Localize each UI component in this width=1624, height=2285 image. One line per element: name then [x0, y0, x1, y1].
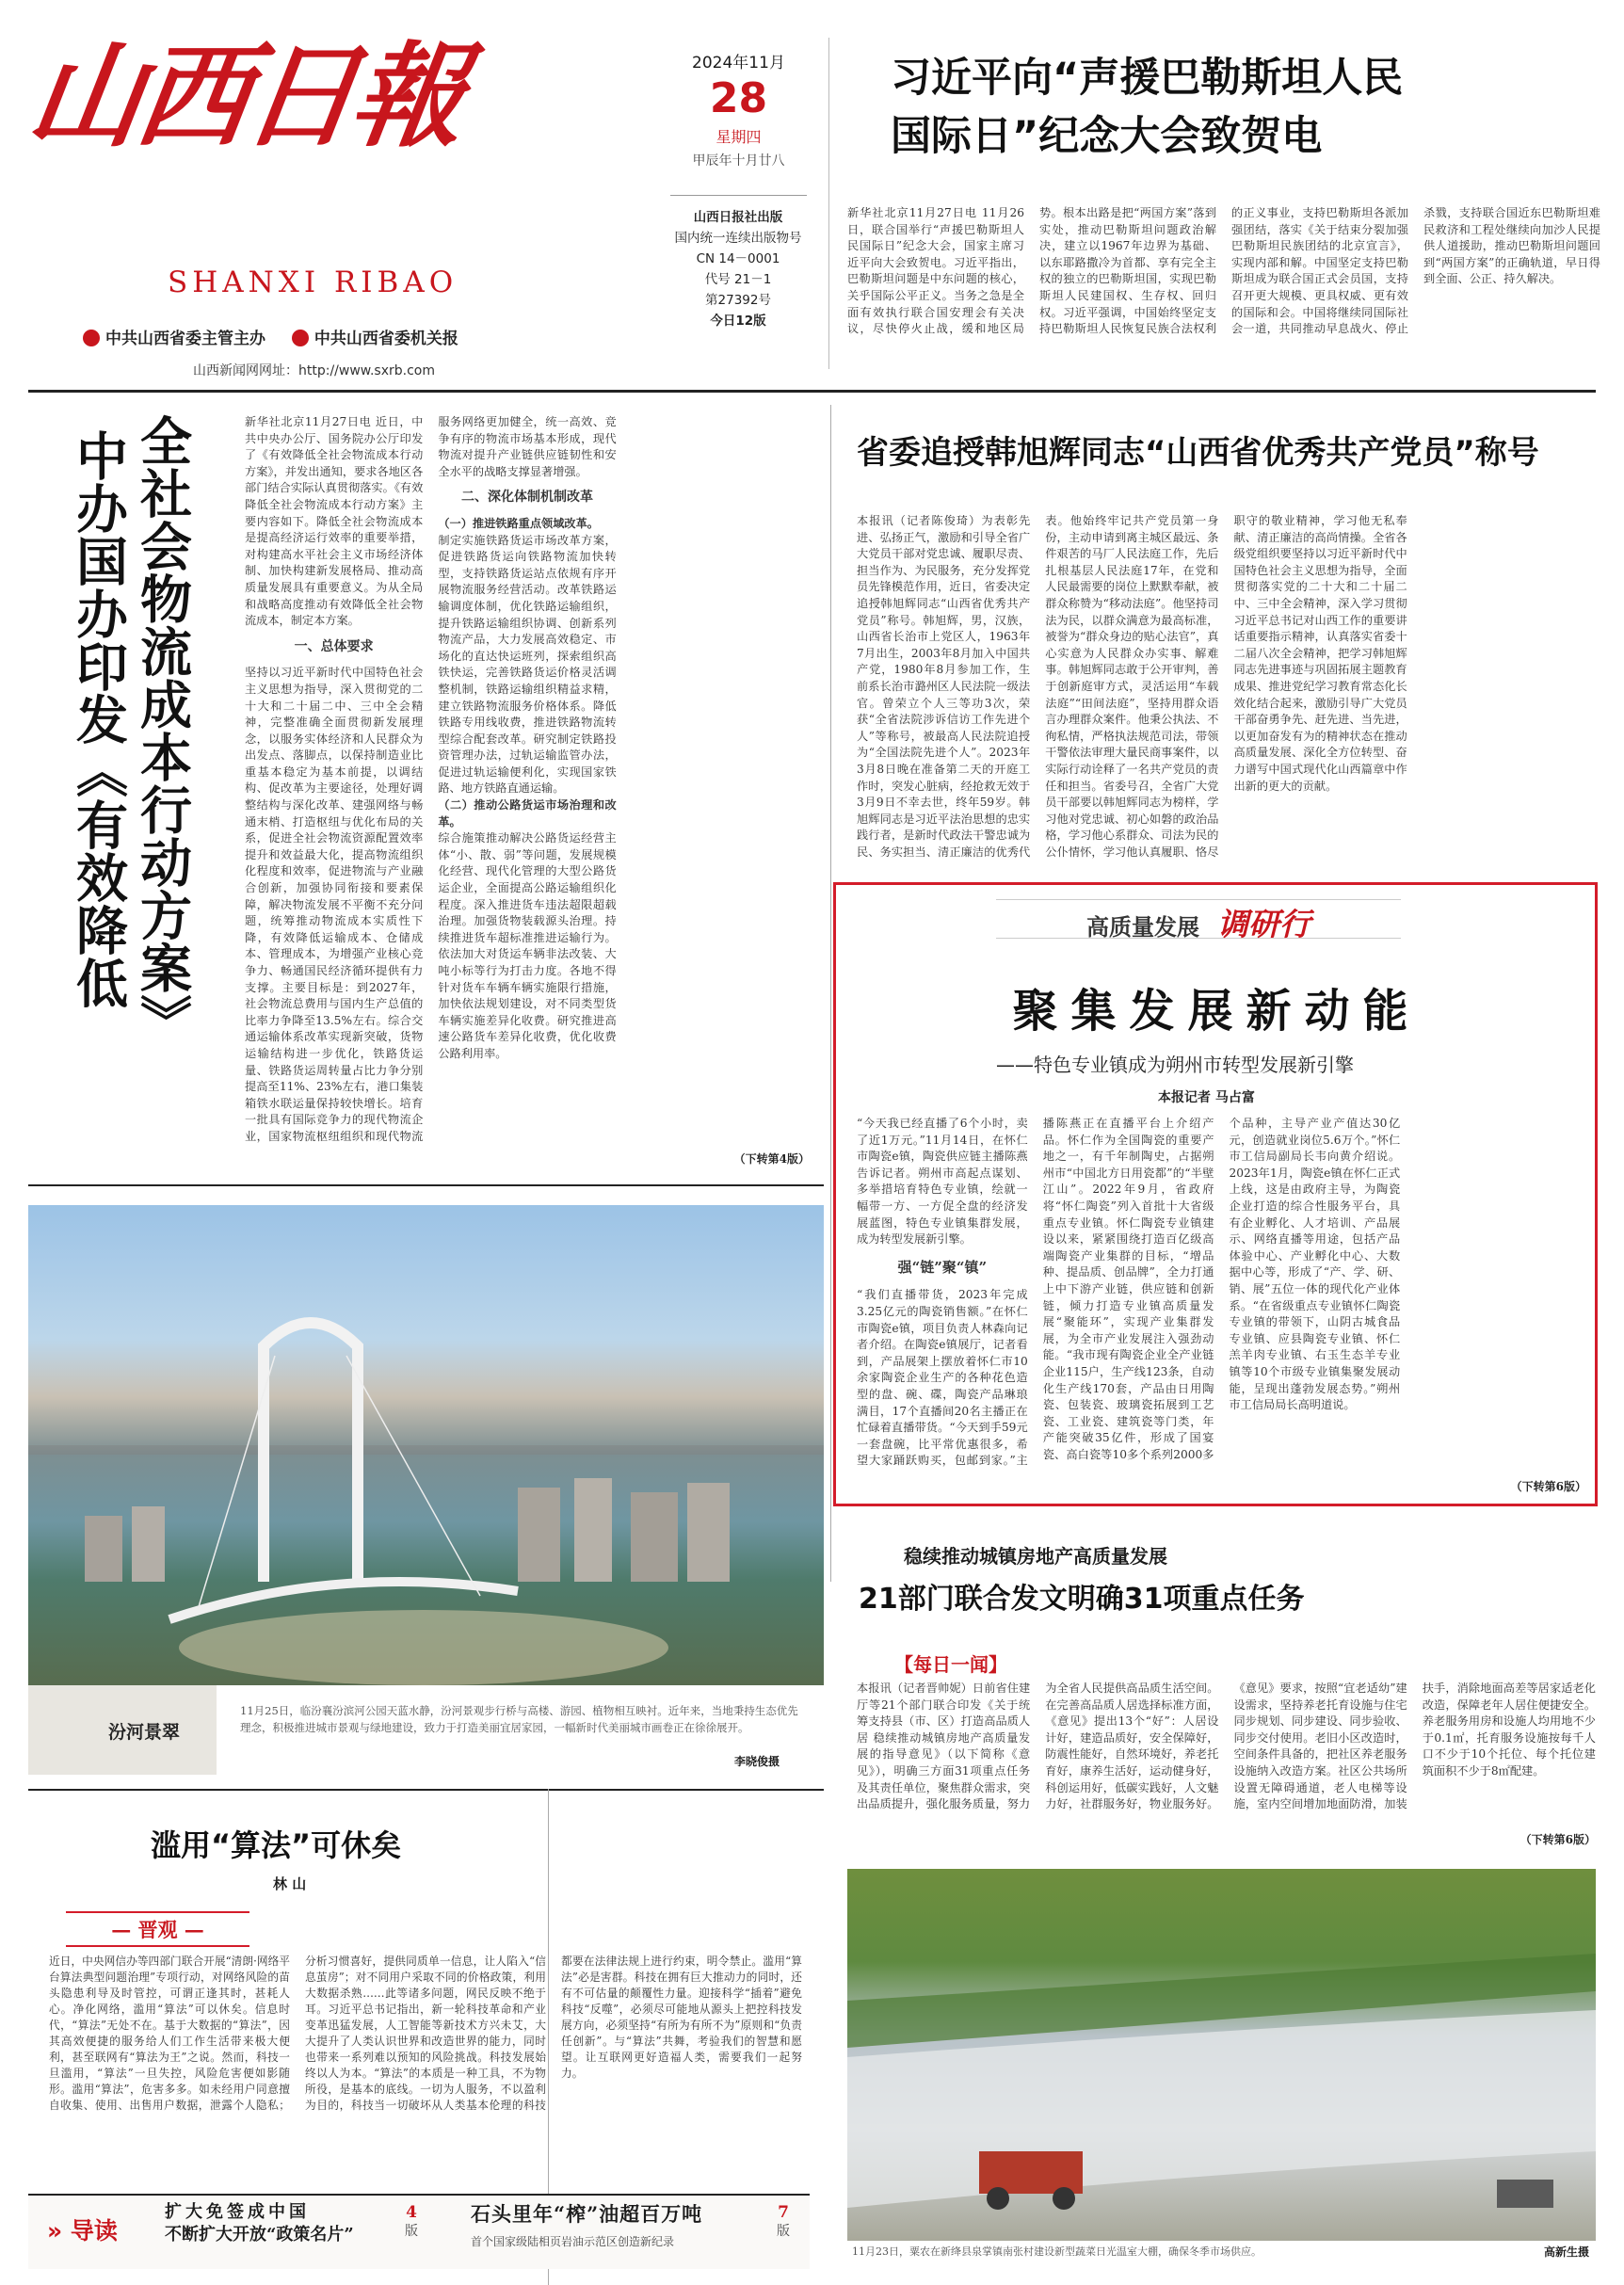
masthead-rule [28, 390, 1596, 393]
guide-label: » 导读 [47, 2217, 118, 2245]
farm-photo-credit: 高新生摄 [1544, 2245, 1590, 2259]
feature-body: “今天我已经直播了6个小时，卖了近1万元。”11月14日，在怀仁市陶瓷e镇，陶瓷供应链主播陈燕告诉记者。朔州市高起点谋划、多举措培育特色专业镇，绘就一幅带一方、一方促全盘的经济发展蓝图，特色专业镇集群发展，成为转型发展新引擎。 强“链”聚“镇” “我们直播带货，2023年完成3.25亿元的陶瓷销售额。”在怀仁市陶瓷e镇，项目负责人林森向记者介绍。在陶瓷e镇展厅，记者看到，产品展架上摆放着怀仁市10余家陶瓷企业生产的各种花色造型的盘、碗、碟，陶瓷产品琳琅满目，17个直播间20名主播正在忙碌着直播带货。“今天到手59元一套盘碗，比平常优惠很多，希望大家踊跃购买，包邮到家。”主播陈燕正在直播平台上介绍产品。怀仁作为全国陶瓷的重要产地之一，有千年制陶史，占据朔州市“中国北方日用瓷都”的“半壁江山”。2022年9月，省政府将“怀仁陶瓷”列入首批十大省级重点专业镇。怀仁陶瓷专业镇建设以来，紧紧围绕打造百亿级高端陶瓷产业集群的目标，“增品种、提品质、创品牌”，全力打通上中下游产业链，供应链和创新链，倾力打造专业镇高质量发展“聚能环”，实现产业集群发展，为全市产业发展注入强劲动能。“我市现有陶瓷企业全产业链企业115户，生产线123条，自动化生产线170套，产品由日用陶瓷、包装瓷、玻璃瓷拓展到工艺瓷、工业瓷、建筑瓷等门类，年产能突破35亿件，形成了国宴瓷、高白瓷等10多个系列2000多个品种，主导产业产值达30亿元，创造就业岗位5.6万个。”怀仁市工信局副局长韦向黄介绍说。2023年1月，陶瓷e镇在怀仁正式上线，这是由政府主导，为陶瓷企业打造的综合性服务平台，具有企业孵化、人才培训、产品展示、网络直播等用途，包括产品体验中心、产业孵化中心、大数据中心等，形成了“产、学、研、销、展”五位一体的现代化产业体系。“在省级重点专业镇怀仁陶瓷专业镇的带领下，山阴古城食品专业镇、应县陶瓷专业镇、怀仁羔羊肉专业镇、右玉生态羊专业镇等10个市级专业镇集聚发展动能，呈现出蓬勃发展态势。”朔州市工信局局长高明道说。 （下转第6版） [857, 1117, 1586, 1493]
website[interactable]: 山西新闻网网址：http://www.sxrb.com [193, 363, 435, 378]
publication-info: 山西日报社出版 国内统一连续出版物号 CN 14－0001 代号 21－1 第27392号 今日12版 [674, 210, 802, 329]
realestate-body-upper [1356, 1525, 1596, 1676]
han-headline[interactable]: 省委追授韩旭辉同志“山西省优秀共产党员”称号 [857, 434, 1539, 472]
han-article-body: 本报讯（记者陈俊琦）为表彰先进、弘扬正气，激励和引导全省广大党员干部对党忠诚、履职尽责、担当作为、为民服务，充分发挥党员先锋模范作用，近日，省委决定追授韩旭辉同志“山西省优秀共产党员”称号。韩旭辉，男，汉族，山西省长治市上党区人，1963年7月出生，2003年8月加入中国共产党，1980年8月参加工作，生前系长治市潞州区人民法院一级法官。曾荣立个人三等功3次，荣获“全省法院涉诉信访工作先进个人”等称号，被最高人民法院追授为“全国法院先进个人”。2023年3月8日晚在准备第二天的开庭工作时，突发心脏病，经抢救无效于3月9日不幸去世，终年59岁。韩旭辉同志是习近平法治思想的忠实践行者，是新时代政法干警忠诚为民、务实担当、清正廉洁的优秀代表。他始终牢记共产党员第一身份，主动申请到离主城区最远、条件艰苦的马厂人民法庭工作，先后扎根基层人民法庭17年，在党和人民最需要的岗位上默默奉献，被群众称赞为“移动法庭”。他坚持司法为民，以群众满意为最高标准，被誉为“群众身边的贴心法官”，真心实意为人民群众办实事、解难事。韩旭辉同志敢于公开审判，善于创新庭审方式，灵活运用“车载法庭”“田间法庭”，坚持用群众语言办理群众案件。他秉公执法、不徇私情，严格执法规范司法，带领干警依法审理大量民商事案件，以实际行动诠释了一名共产党员的责任和担当。省委号召，全省广大党员干部要以韩旭辉同志为榜样，学习他对党忠诚、初心如磐的政治品格，学习他心系群众、司法为民的公仆情怀，学习他认真履职、恪尽职守的敬业精神，学习他无私奉献、清正廉洁的高尚情操。全省各级党组织要坚持以习近平新时代中国特色社会主义思想为指导，全面贯彻落实党的二十大和二十届二中、三中全会精神，深入学习贯彻习近平总书记对山西工作的重要讲话重要指示精神，认真落实省委十二届八次全会精神，把学习韩旭辉同志先进事迹与巩固拓展主题教育成果、推进党纪学习教育常态化长效化结合起来，激励引导广大党员干部奋勇争先、赶先进、当先进，以更加奋发有为的精神状态在推动高质量发展、深化全方位转型、奋力谱写中国式现代化山西篇章中作出新的更大的贡献。 [857, 514, 1407, 859]
lead-headline[interactable]: 习近平向“声援巴勒斯坦人民 国际日”纪念大会致贺电 [891, 55, 1404, 160]
party-badge-icon [83, 330, 100, 346]
bridge-illustration [28, 1205, 824, 1685]
guide-item-1[interactable]: 扩大免签成中国 不断扩大开放“政策名片” [165, 2202, 354, 2245]
sponsor-line: 中共山西省委主管主办 中共山西省委机关报 [83, 325, 458, 348]
river-photo-credit: 李晓俊摄 [734, 1755, 780, 1768]
commentary-author: 林 山 [273, 1875, 307, 1892]
party-badge-icon [292, 330, 309, 346]
commentary-tag: — 晋观 — [66, 1911, 249, 1947]
greenhouse-illustration [847, 1869, 1596, 2241]
guide-item-2-page: 7 版 [777, 2203, 790, 2239]
realestate-headline[interactable]: 21部门联合发文明确31项重点任务 [859, 1583, 1305, 1616]
realestate-kicker: 稳续推动城镇房地产高质量发展 [904, 1545, 1167, 1568]
commentary-body: 近日，中央网信办等四部门联合开展“清朗·网络平台算法典型问题治理”专项行动，对网络风险的苗头隐患利导及时管控，可谓正逢其时，甚耗人心。净化网络，滥用“算法”可以休矣。信息时代，“算法”无处不在。基于大数据的“算法”，因其高效便捷的服务给人们工作生活带来极大便利，甚至联网有“算法为王”之说。然而，科技一旦滥用，“算法”一旦失控，风险危害便如影随形。滥用“算法”，危害多多。如未经用户同意擅自收集、使用、出售用户数据，泄露个人隐私；分析习惯喜好，提供同质单一信息，让人陷入“信息茧房”；对不同用户采取不同的价格政策，利用大数据杀熟……此等诸多问题，网民反映不绝于耳。习近平总书记指出，新一轮科技革命和产业变革迅猛发展，人工智能等新技术方兴未艾，大大提升了人类认识世界和改造世界的能力，同时也带来一系列难以预知的风险挑战。科技发展始终以人为本。“算法”的本质是一种工具，不为物所役，是基本的底线。一切为人服务，不以盈利为目的，科技当一切破坏从人类基本伦理的科技都要在法律法规上进行约束，明令禁止。滥用“算法”必是害群。科技在拥有巨大推动力的同时，还有不可估量的颠覆性力量。迎接科学“插着”避免科技“反噬”，必须尽可能地从源头上把控科技发展方向，必须坚持“有所为有所不为”原则和“负责任创新”。与“算法”共舞，考验我们的智慧和愿望。让互联网更好造福人类，需要我们一起努力。 [49, 1955, 802, 2112]
river-photo-label: 汾河景翠 [108, 1722, 181, 1743]
feature-subtitle: ——特色专业镇成为朔州市转型发展新引擎 [996, 1054, 1354, 1076]
feature-headline[interactable]: 聚集发展新动能 [1012, 985, 1422, 1038]
masthead-logo: 山西日報 [21, 30, 469, 163]
realestate-body: 本报讯（记者晋帅妮）日前省住建厅等21个部门联合印发《关于统筹支持县（市、区）打造高品质人居 稳续推动城镇房地产高质量发展的指导意见》（以下简称《意见》），明确三方面31项重点任务及其责任单位，聚焦群众需求，突出品质提升，强化服务质量，努力为全省人民提供高品质生活空间。在完善高品质人居选择标准方面，《意见》提出13个“好”：人居设计好，建造品质好，安全保障好，防震性能好，自然环境好，养老托育好，康养生活好，运动健身好，科创运用好，低碳实践好，人文魅力好，社群服务好，物业服务好。《意见》要求，按照“宜老适幼”建设需求，坚持养老托育设施与住宅同步规划、同步建设、同步验收、同步交付使用。老旧小区改造时，空间条件具备的，把社区养老服务设施纳入改造方案。社区公共场所设置无障碍通道，老人电梯等设施，室内空间增加地面防滑，加装扶手，消除地面高差等居家适老化改造，保障老年人居住便捷安全。养老服务用房和设施人均用地不少于0.1㎡，托育服务设施按每千人口不少于10个托位、每个托位建筑面积不少于8㎡配建。 （下转第6版） [857, 1682, 1596, 1846]
date-block: 2024年11月 28 星期四 甲辰年十月廿八 [692, 54, 785, 169]
action-plan-body: 新华社北京11月27日电 近日，中共中央办公厅、国务院办公厅印发了《有效降低全社会物流成本行动方案》，并发出通知，要求各地区各部门结合实际认真贯彻落实。《有效降低全社会物流成本行动方案》主要内容如下。降低全社会物流成本是提高经济运行效率的重要举措，对构建高水平社会主义市场经济体制、加快构建新发展格局、推动高质量发展具有重要意义。为从全局和战略高度推动有效降低全社会物流成本，制定本方案。 一、总体要求 坚持以习近平新时代中国特色社会主义思想为指导，深入贯彻党的二十大和二十届二中、三中全会精神，完整准确全面贯彻新发展理念，以服务实体经济和人民群众为出发点、落脚点，以保持制造业比重基本稳定为基本前提，以调结构、促改革为主要途径，处理好调整结构与深化改革、建强网络与畅通末梢、打造枢纽与优化布局的关系，促进全社会物流资源配置效率提升和效益最大化，提高物流组织化程度和效率，促进物流与产业融合创新，加强协同衔接和要素保障，解决物流发展不平衡不充分问题，统筹推动物流成本实质性下降，有效降低运输成本、仓储成本、管理成本，为增强产业核心竞争力、畅通国民经济循环提供有力支撑。主要目标是：到2027年，社会物流总费用与国内生产总值的比率力争降至13.5%左右。综合交通运输体系改革实现新突破，货物运输结构进一步优化，铁路货运量、铁路货运周转量占比力争分别提高至11%、23%左右，港口集装箱铁水联运量保持较快增长。培育一批具有国际竞争力的现代物流企业，国家物流枢纽组织和现代物流服务网络更加健全，统一高效、竞争有序的物流市场基本形成，现代物流对提升产业链供应链韧性和安全水平的战略支撑显著增强。 二、深化体制机制改革 （一）推进铁路重点领域改革。 制定实施铁路货运市场改革方案，促进铁路货运向铁路物流加快转型，支持铁路货运站点依规有序开展物流服务经营活动。改革铁路运输调度体制，优化铁路运输组织，提升铁路运输组织协调、创新系列物流产品，大力发展高效稳定、市场化的直达快运班列，探索组织高铁快运，完善铁路货运价格灵活调整机制，铁路运输组织精益求精，建立铁路物流服务价格体系。降低铁路专用线收费，推进铁路物流转型综合配套改革。研究制定铁路投资管理办法，过轨运输监管办法，促进过轨运输便利化，实现国家铁路、地方铁路直通运输。 （二）推动公路货运市场治理和改革。 综合施策推动解决公路货运经营主体“小、散、弱”等问题，发展规模化经营、现代化管理的大型公路货运企业，全面提高公路运输组织化程度。深入推进货车违法超限超载治理。加强货物装载源头治理。持续推进货车超标准推进运输行为。依法加大对货运车辆非法改装、大吨小标等行为打击力度。各地不得针对货车车辆车辆实施限行措施，加快依法规划建设，对不同类型货车辆实施差异化收费。研究推进高速公路货车差异化收费，优化收费公路利用率。 （下转第4版） [245, 415, 810, 1166]
masthead-pinyin: SHANXI RIBAO [168, 266, 458, 299]
river-photo-caption: 11月25日，临汾襄汾滨河公园天蓝水静，汾河景观步行桥与高楼、游园、植物相互映衬。近年来，当地秉持生态优先理念，积极推进城市景观与绿地建设，致力于打造美丽宜居家园，一幅新时代美丽城市画卷正在徐徐展开。 [240, 1704, 798, 1734]
farm-photo-caption: 11月23日，粟农在新绛县泉掌镇南张村建设新型蔬菜日光温室大棚，确保冬季市场供应。 [852, 2245, 1262, 2258]
lead-article-body: 新华社北京11月27日电 11月26日，联合国举行“声援巴勒斯坦人民国际日”纪念大会，国家主席习近平向大会致贺电。习近平指出，巴勒斯坦问题是中东问题的核心，关乎国际公平正义。当务之急是全面有效执行联合国安理会有关决议，尽快停火止战，缓和地区局势。根本出路是把“两国方案”落到实处，推动巴勒斯坦问题政治解决，建立以1967年边界为基础、以东耶路撒冷为首都、享有完全主权的独立的巴勒斯坦国，实现巴勒斯坦人民建国权、生存权、回归权。习近平强调，中国始终坚定支持巴勒斯坦人民恢复民族合法权利的正义事业，支持巴勒斯坦各派加强团结，落实《关于结束分裂加强巴勒斯坦民族团结的北京宣言》，实现内部和解。中国坚定支持巴勒斯坦成为联合国正式会员国，支持召开更大规模、更具权威、更有效的国际和会。中国将继续同国际社会一道，共同推动早息战火、停止杀戮，支持联合国近东巴勒斯坦难民救济和工程处继续向加沙人民提供人道援助，推动巴勒斯坦问题回到“两国方案”的正确轨道，早日得到全面、公正、持久解决。 [847, 206, 1600, 336]
feature-byline: 本报记者 马占富 [1158, 1090, 1255, 1105]
action-plan-headline[interactable]: 中办国办印发《有效降低 全社会物流成本行动方案》 [68, 414, 192, 1047]
farm-photo [847, 1869, 1596, 2241]
river-photo [28, 1205, 824, 1685]
commentary-headline[interactable]: 滥用“算法”可休矣 [151, 1827, 402, 1863]
feature-tag: 高质量发展 调研行 [996, 899, 1401, 939]
guide-item-1-page: 4 版 [405, 2203, 418, 2239]
guide-item-2[interactable]: 石头里年“榨”油超百万吨 首个国家级陆相页岩油示范区创造新纪录 [471, 2202, 703, 2248]
realestate-tag: 【每日一闻】 [894, 1653, 1007, 1676]
